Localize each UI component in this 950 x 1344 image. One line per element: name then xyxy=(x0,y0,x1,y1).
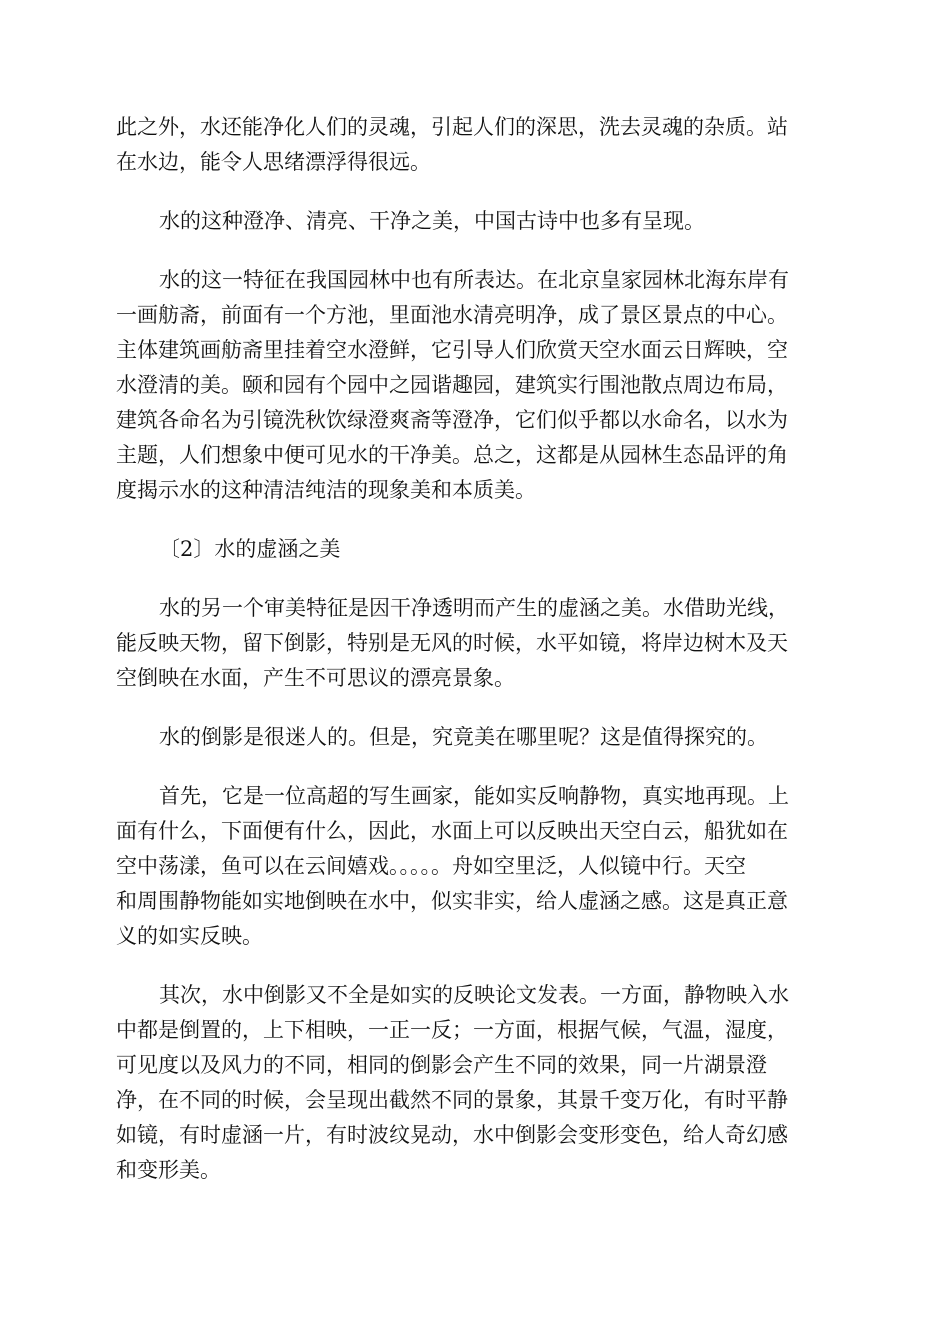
text-line: 建筑各命名为引镜洗秋饮绿澄爽斋等澄净，它们似乎都以水命名，以水为 xyxy=(116,408,788,432)
section-heading xyxy=(116,532,832,567)
text-line: 水的这种澄净、清亮、干净之美，中国古诗中也多有呈现。 xyxy=(159,209,705,233)
paragraph-3 xyxy=(116,263,832,508)
paragraph-6 xyxy=(116,779,832,954)
text-line: 中都是倒置的，上下相映，一正一反；一方面，根据气候，气温，湿度， xyxy=(116,1018,788,1042)
text-line: 可见度以及风力的不同，相同的倒影会产生不同的效果，同一片湖景澄 xyxy=(116,1053,767,1077)
text-line: 能反映天物，留下倒影，特别是无风的时候，水平如镜，将岸边树木及天 xyxy=(116,631,788,655)
paragraph-2 xyxy=(116,204,832,239)
text-line: 空倒映在水面，产生不可思议的漂亮景象。 xyxy=(116,666,515,690)
text-line: 主题，人们想象中便可见水的干净美。总之，这都是从园林生态品评的角 xyxy=(116,443,788,467)
text-line: 水的另一个审美特征是因干净透明而产生的虚涵之美。水借助光线， xyxy=(159,596,789,620)
text-line: 此之外，水还能净化人们的灵魂，引起人们的深思，洗去灵魂的杂质。站 xyxy=(116,115,788,139)
text-line: 在水边，能令人思绪漂浮得很远。 xyxy=(116,150,431,174)
paragraph-1 xyxy=(116,110,832,180)
text-line: 水澄清的美。颐和园有个园中之园谐趣园，建筑实行围池散点周边布局， xyxy=(116,373,788,397)
text-line: 首先，它是一位高超的写生画家，能如实反响静物，真实地再现。上 xyxy=(159,784,789,808)
text-line: 其次，水中倒影又不全是如实的反映论文发表。一方面，静物映入水 xyxy=(159,983,789,1007)
text-line: 空中荡漾，鱼可以在云间嬉戏。。。。。舟如空里泛，人似镜中行。天空 xyxy=(116,854,746,878)
text-line: 度揭示水的这种清洁纯洁的现象美和本质美。 xyxy=(116,478,536,502)
text-line: 水的这一特征在我国园林中也有所表达。在北京皇家园林北海东岸有 xyxy=(159,268,789,292)
paragraph-5 xyxy=(116,720,832,755)
paragraph-7 xyxy=(116,978,832,1188)
text-line: 如镜，有时虚涵一片，有时波纹晃动，水中倒影会变形变色，给人奇幻感 xyxy=(116,1123,788,1147)
text-line: 面有什么，下面便有什么，因此，水面上可以反映出天空白云，船犹如在 xyxy=(116,819,788,843)
text-line: 净，在不同的时候，会呈现出截然不同的景象，其景千变万化，有时平静 xyxy=(116,1088,788,1112)
section-heading-text: 〔2〕水的虚涵之美 xyxy=(159,537,341,561)
paragraph-4 xyxy=(116,591,832,696)
text-line: 和变形美。 xyxy=(116,1158,221,1182)
text-line: 义的如实反映。 xyxy=(116,924,263,948)
text-line: 主体建筑画舫斋里挂着空水澄鲜，它引导人们欣赏天空水面云日辉映，空 xyxy=(116,338,788,362)
text-line: 一画舫斋，前面有一个方池，里面池水清亮明净，成了景区景点的中心。 xyxy=(116,303,788,327)
text-line: 水的倒影是很迷人的。但是，究竟美在哪里呢？这是值得探究的。 xyxy=(159,725,768,749)
text-line: 和周围静物能如实地倒映在水中，似实非实，给人虚涵之感。这是真正意 xyxy=(116,889,788,913)
document-page xyxy=(116,110,832,1188)
